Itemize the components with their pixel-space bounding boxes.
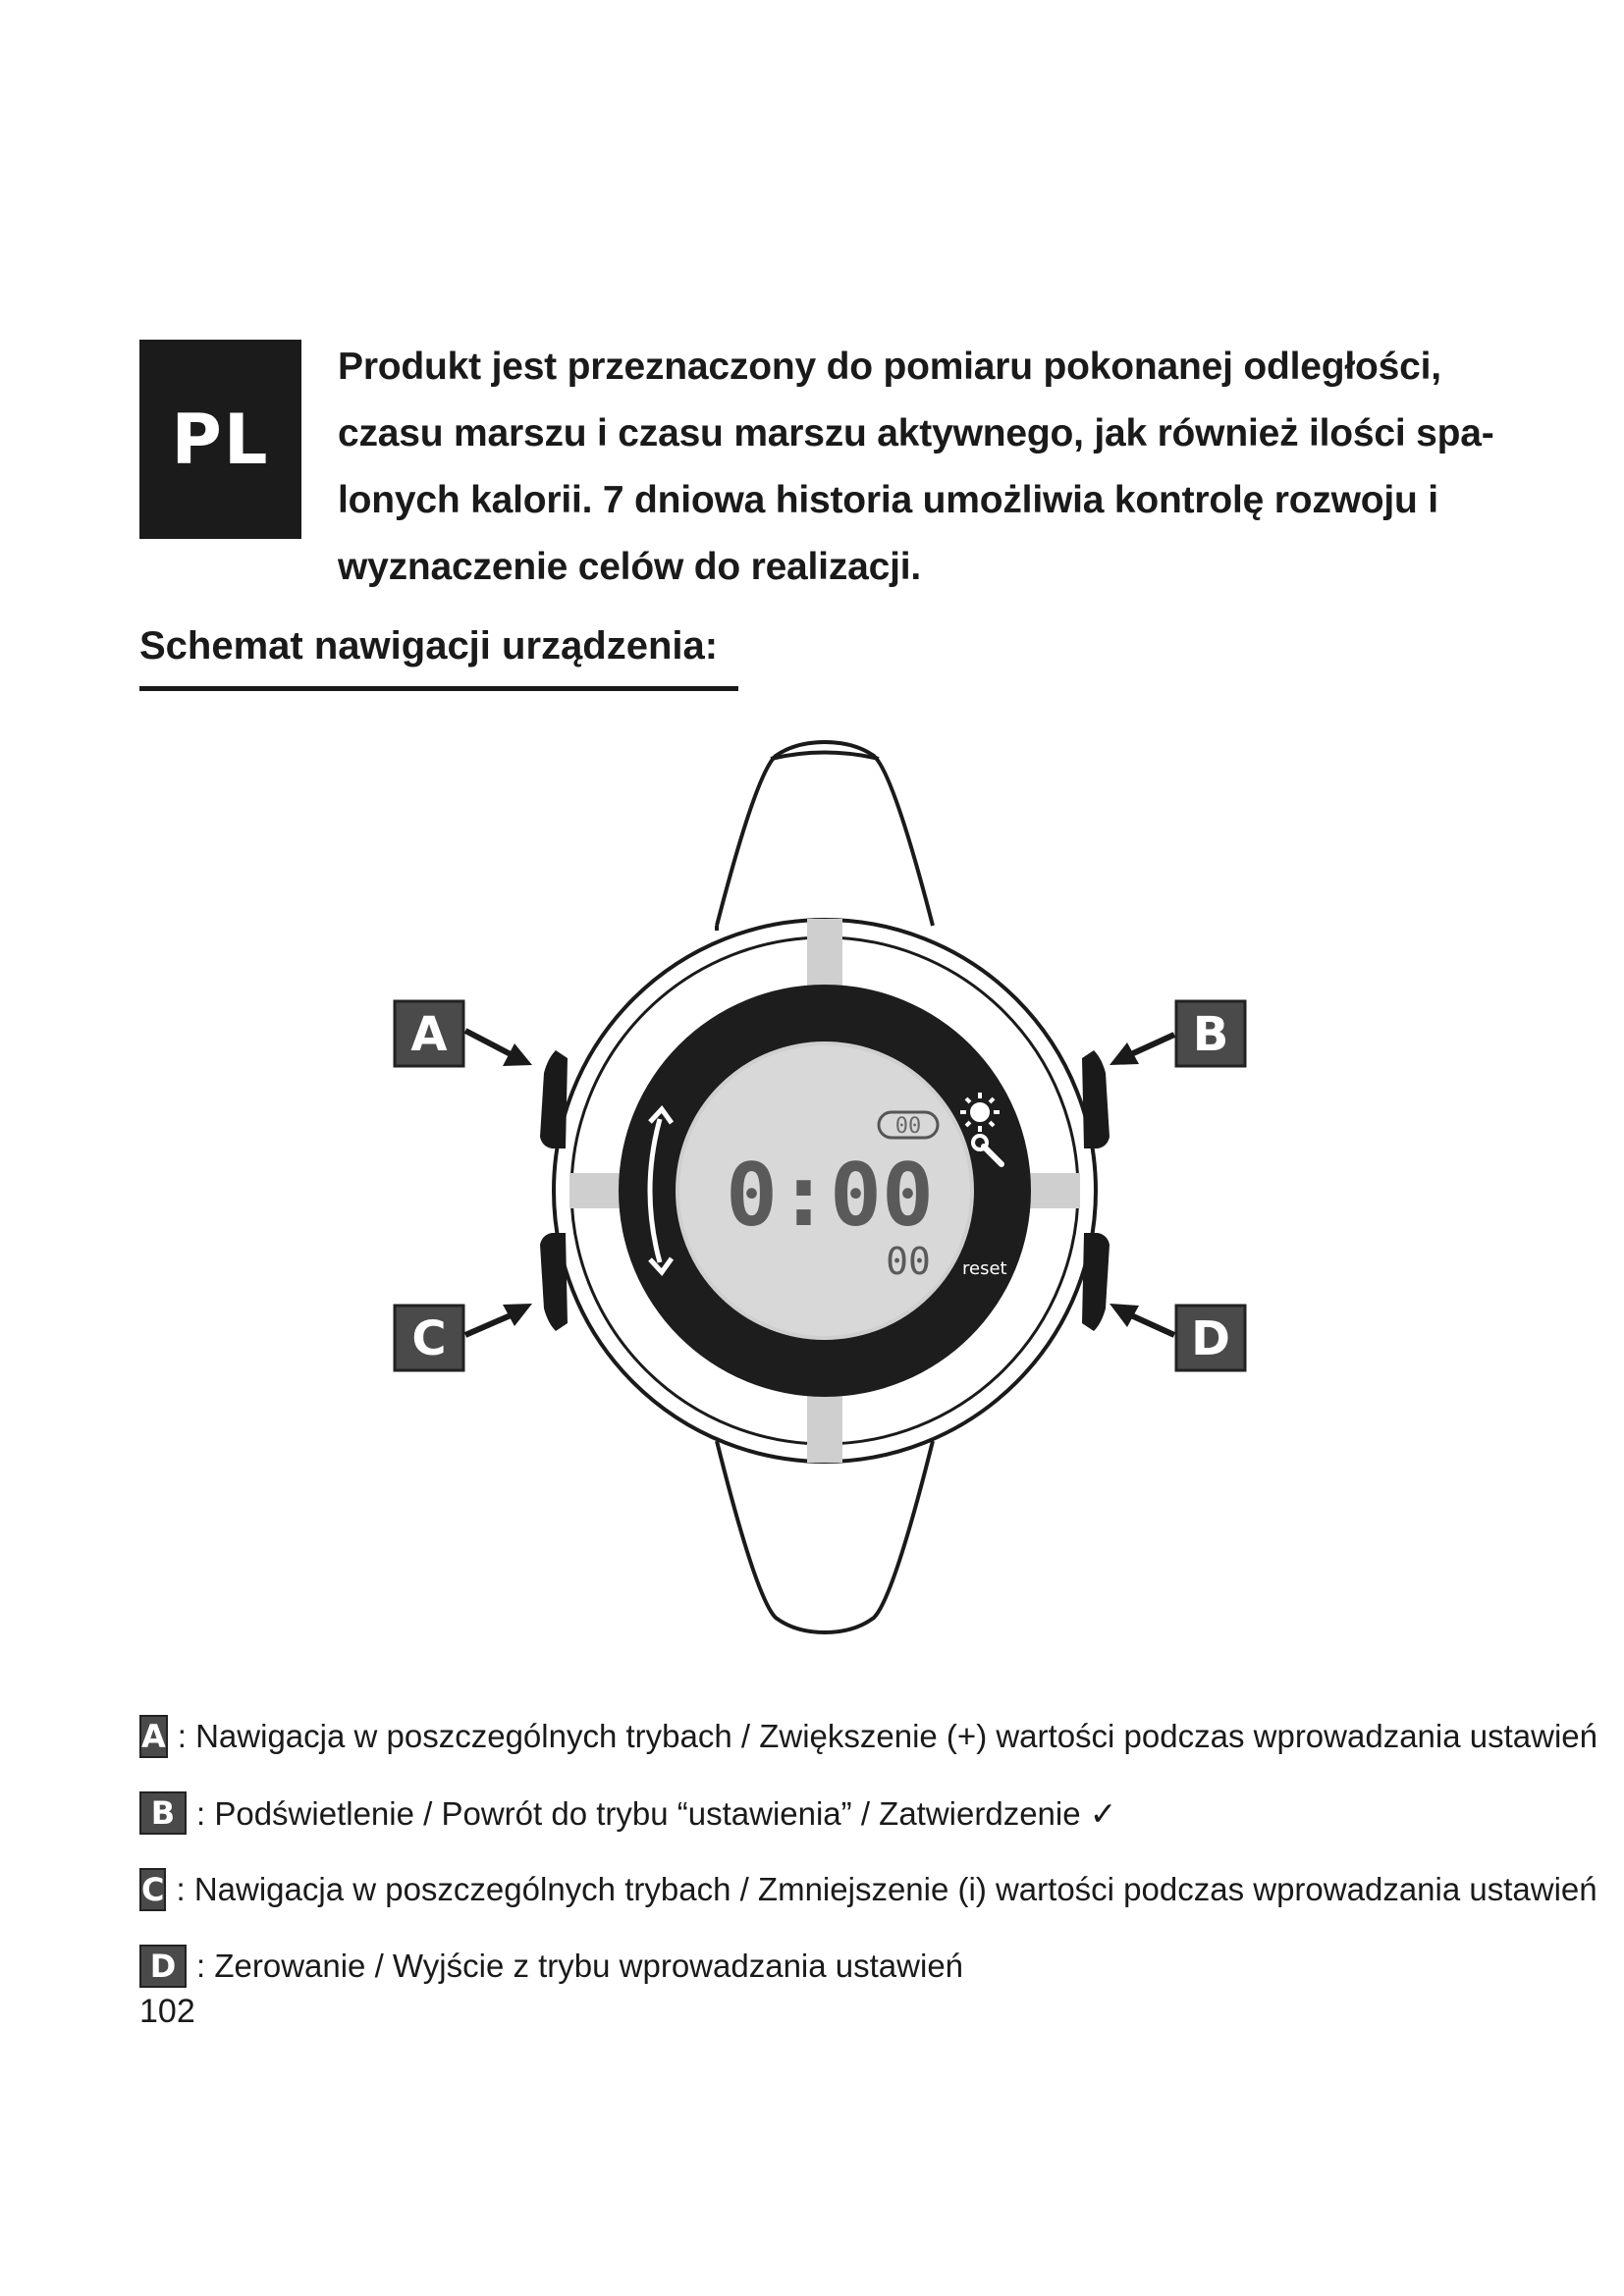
legend-text-b: : Podświetlenie / Powrót do trybu “ustawienia” / Zatwierdzenie ✓ [196,1794,1117,1832]
callout-b [1110,1001,1245,1066]
button-b-side[interactable] [1082,1050,1110,1148]
callout-d-label: D [1191,1311,1230,1366]
watch-diagram [383,734,1267,1647]
section-underline [139,686,738,691]
legend-key-d: D [139,1945,187,1988]
callout-a-label: A [410,1007,448,1062]
intro-paragraph [338,334,1494,601]
button-c-side[interactable] [540,1233,568,1331]
button-a-side[interactable] [540,1050,568,1148]
callout-b-label: B [1192,1007,1229,1062]
intro-line: Produkt jest przeznaczony do pomiaru pokonanej odległości, [338,346,1441,388]
language-badge: PL [139,340,301,539]
callout-c [395,1304,532,1370]
arrow-b [1131,1035,1174,1054]
legend-text-c: : Nawigacja w poszczególnych trybach / Zmniejszenie (i) wartości podczas wprowadzania ustawień [176,1871,1597,1907]
lcd-main-time: 0:00 [726,1145,934,1246]
button-d-side[interactable] [1082,1233,1110,1331]
lcd-seconds: 00 [886,1240,931,1283]
legend-item-b [139,1775,1514,1851]
reset-label: reset [962,1258,1007,1279]
button-legend [139,1698,1597,2004]
intro-line: wyznaczenie celów do realizacji. [338,546,922,588]
section-title: Schemat nawigacji urządzenia: [139,624,719,667]
arrow-a [465,1031,511,1054]
arrow-c [465,1315,511,1335]
arrow-d [1131,1315,1174,1335]
legend-item-c [139,1851,1597,1928]
intro-line: lonych kalorii. 7 dniowa historia umożliwia kontrolę rozwoju i [338,479,1438,521]
legend-item-a [139,1698,1597,1775]
callout-d [1110,1304,1245,1370]
lcd-top-segments: 00 [894,1114,922,1139]
legend-text-a: : Nawigacja w poszczególnych trybach / Zwiększenie (+) wartości podczas wprowadzania ustawień [177,1718,1597,1754]
legend-key-b: B [139,1791,187,1835]
legend-key-c: C [139,1868,166,1911]
callout-c-label: C [411,1311,447,1366]
sun-icon [960,1093,1000,1132]
page-number: 102 [139,1993,195,2030]
legend-item-d [139,1928,1514,2004]
legend-key-a: A [139,1715,168,1758]
callout-a [395,1001,532,1066]
intro-line: czasu marszu i czasu marszu aktywnego, jak również ilości spa- [338,412,1494,454]
legend-text-d: : Zerowanie / Wyjście z trybu wprowadzania ustawień [196,1948,964,1984]
